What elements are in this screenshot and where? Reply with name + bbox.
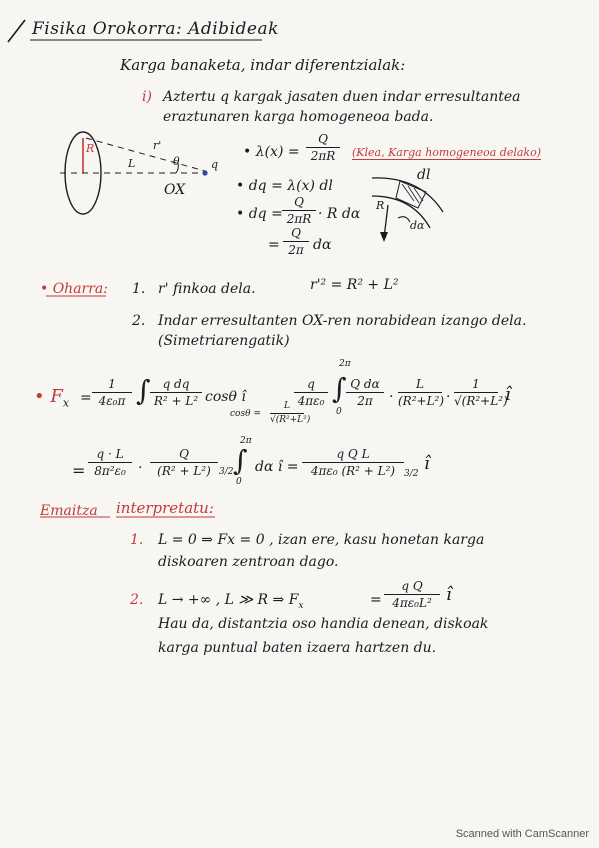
scanner-watermark: Scanned with CamScanner — [455, 828, 589, 840]
force-dot2: · — [446, 389, 451, 405]
force-under-eq: cosθ = — [230, 409, 261, 419]
dl-label: dl — [417, 167, 431, 183]
dq3-num: Q — [283, 227, 309, 242]
dq2-num: Q — [282, 196, 316, 211]
force-f1 — [150, 378, 202, 407]
emaitza-t1-line2: diskoaren zentroan dago. — [158, 554, 339, 570]
force-c2-num: q — [294, 378, 328, 393]
item-i-line2: eraztunaren karga homogeneoa bada. — [163, 109, 434, 125]
emaitza-label2: interpretatu: — [116, 499, 214, 517]
force-f1-den: R² + L² — [153, 394, 199, 408]
radius-arrowhead — [380, 232, 388, 242]
force2-ihat: î — [424, 453, 430, 474]
force-f2-num: Q dα — [346, 378, 384, 393]
force2-g2-num: Q — [150, 448, 218, 463]
dq-eq-1: • dq = λ(x) dl — [236, 178, 333, 194]
force-int2: ∫ — [332, 372, 347, 405]
force-ihat: î — [505, 384, 511, 405]
dq2-den: 2πR — [286, 212, 312, 226]
emaitza-t2-den: 4πε₀L² — [392, 596, 432, 610]
element-box — [396, 181, 426, 208]
force-f3-den: (R²+L²) — [398, 394, 445, 408]
force-f4 — [454, 377, 508, 408]
oharra-t1: r' finkoa dela. — [158, 281, 256, 297]
force-f3-num: L — [398, 378, 442, 393]
force-f2 — [346, 378, 384, 407]
oharra-n1: 1. — [132, 281, 146, 297]
force-int1: ∫ — [136, 374, 151, 407]
force-c1-den: 4ε₀π — [98, 394, 126, 408]
force2-integrand: dα î = — [255, 459, 299, 475]
force-f1-num: q dq — [150, 378, 202, 393]
oharra-label: • Oharra: — [40, 281, 108, 297]
emaitza-t2-eq: = — [370, 592, 382, 608]
force-bullet-f: • F — [34, 386, 63, 407]
force-f3 — [398, 377, 445, 408]
force-cos: cosθ î — [205, 389, 246, 405]
force2-g2 — [150, 448, 218, 477]
force2-g2-den: (R² + L²) — [157, 464, 211, 478]
force-c2-den: 4πε₀ — [297, 394, 325, 408]
dq-eq-2-rhs: · R dα — [318, 206, 361, 222]
dq3-den: 2π — [288, 243, 304, 257]
page-title: Fisika Orokorra: Adibideak — [32, 19, 279, 39]
dq-eq-2-lhs: • dq = — [236, 206, 283, 222]
force2-g1-num: q · L — [88, 448, 132, 463]
ring-r-label: R — [86, 142, 95, 155]
force2-int: ∫ — [233, 444, 248, 477]
force2-g2-pow: 3/2 — [219, 467, 234, 477]
rprime-line — [86, 138, 205, 171]
force-under-den: √(R²+L²) — [270, 415, 311, 425]
force-lhs — [34, 387, 69, 410]
force-f4-num: 1 — [454, 378, 498, 393]
force-int2-top: 2π — [339, 359, 351, 369]
force2-dot: · — [138, 460, 143, 476]
force-lhs-sub: x — [62, 396, 70, 410]
arc-r-label: R — [376, 199, 385, 212]
rprime-label: r' — [153, 139, 162, 152]
force-c1-num: 1 — [92, 378, 132, 393]
force2-result — [302, 448, 404, 477]
oharra-t2-line1: Indar erresultanten OX-ren norabidean izango dela. — [158, 313, 527, 329]
theta-label: θ — [173, 155, 180, 168]
force-f4-den: √(R²+L²) — [454, 394, 508, 408]
force-dot1: · — [389, 389, 394, 405]
lambda-note: (Klea, Karga homogeneoa delako) — [352, 146, 542, 159]
dq3-frac — [283, 227, 309, 256]
force-int2-bot: 0 — [336, 407, 342, 417]
force-c1 — [92, 378, 132, 407]
oharra-t2-line2: (Simetriarengatik) — [158, 333, 290, 349]
force2-eq: = — [72, 461, 86, 480]
q-label: q — [211, 158, 219, 171]
force2-g1-den: 8π²ε₀ — [94, 464, 126, 478]
dq2-frac — [282, 196, 316, 225]
lambda-frac — [306, 133, 340, 162]
lambda-lhs: • λ(x) = — [243, 144, 300, 160]
oharra-n2: 2. — [132, 313, 146, 329]
force2-g1 — [88, 448, 132, 477]
force-c2 — [294, 378, 328, 407]
item-i-label: i) — [142, 89, 152, 105]
emaitza-t2-frac — [384, 580, 440, 609]
lambda-den: 2πR — [310, 149, 336, 163]
force-f2-den: 2π — [357, 394, 373, 408]
dq-eq-3-rhs: dα — [313, 237, 332, 253]
section-heading: Karga banaketa, indar diferentzialak: — [120, 56, 406, 74]
emaitza-t1-line1: L = 0 ⇒ Fx = 0 , izan ere, kasu honetan karga — [158, 532, 485, 548]
dq-eq-3-lhs: = — [268, 237, 280, 253]
dalpha-arc — [398, 217, 410, 222]
emaitza-t2-ihat: î — [446, 584, 452, 605]
emaitza-t2-num: q Q — [384, 580, 440, 595]
emaitza-t2-line2: Hau da, distantzia oso handia denean, diskoak — [158, 616, 489, 632]
dalpha-label: dα — [410, 219, 425, 232]
force2-r-pow: 3/2 — [404, 469, 419, 479]
force2-r-den: 4πε₀ (R² + L²) — [310, 464, 396, 478]
item-i-line1: Aztertu q kargak jasaten duen indar erresultantea — [163, 89, 521, 105]
emaitza-n1: 1. — [130, 532, 144, 548]
oharra-t1-eq: r'² = R² + L² — [310, 277, 399, 293]
emaitza-t2-line3: karga puntual baten izaera hartzen du. — [158, 640, 437, 656]
emaitza-t2-lhs — [158, 593, 304, 612]
ox-label: OX — [164, 182, 186, 198]
charge-dot — [202, 170, 207, 175]
emaitza-t2-sub: x — [298, 600, 304, 611]
lambda-num: Q — [306, 133, 340, 148]
emaitza-label: Emaitza — [40, 503, 98, 519]
force2-int-bot: 0 — [236, 477, 242, 487]
force2-r-num: q Q L — [302, 448, 404, 463]
force-under-num: L — [270, 402, 304, 414]
emaitza-n2: 2. — [130, 592, 144, 608]
emaitza-t2-text: L → +∞ , L ≫ R ⇒ F — [158, 592, 299, 608]
corner-slash — [8, 20, 25, 42]
force-eq: = — [80, 390, 92, 406]
force2-int-top: 2π — [240, 436, 252, 446]
l-label: L — [128, 157, 136, 170]
